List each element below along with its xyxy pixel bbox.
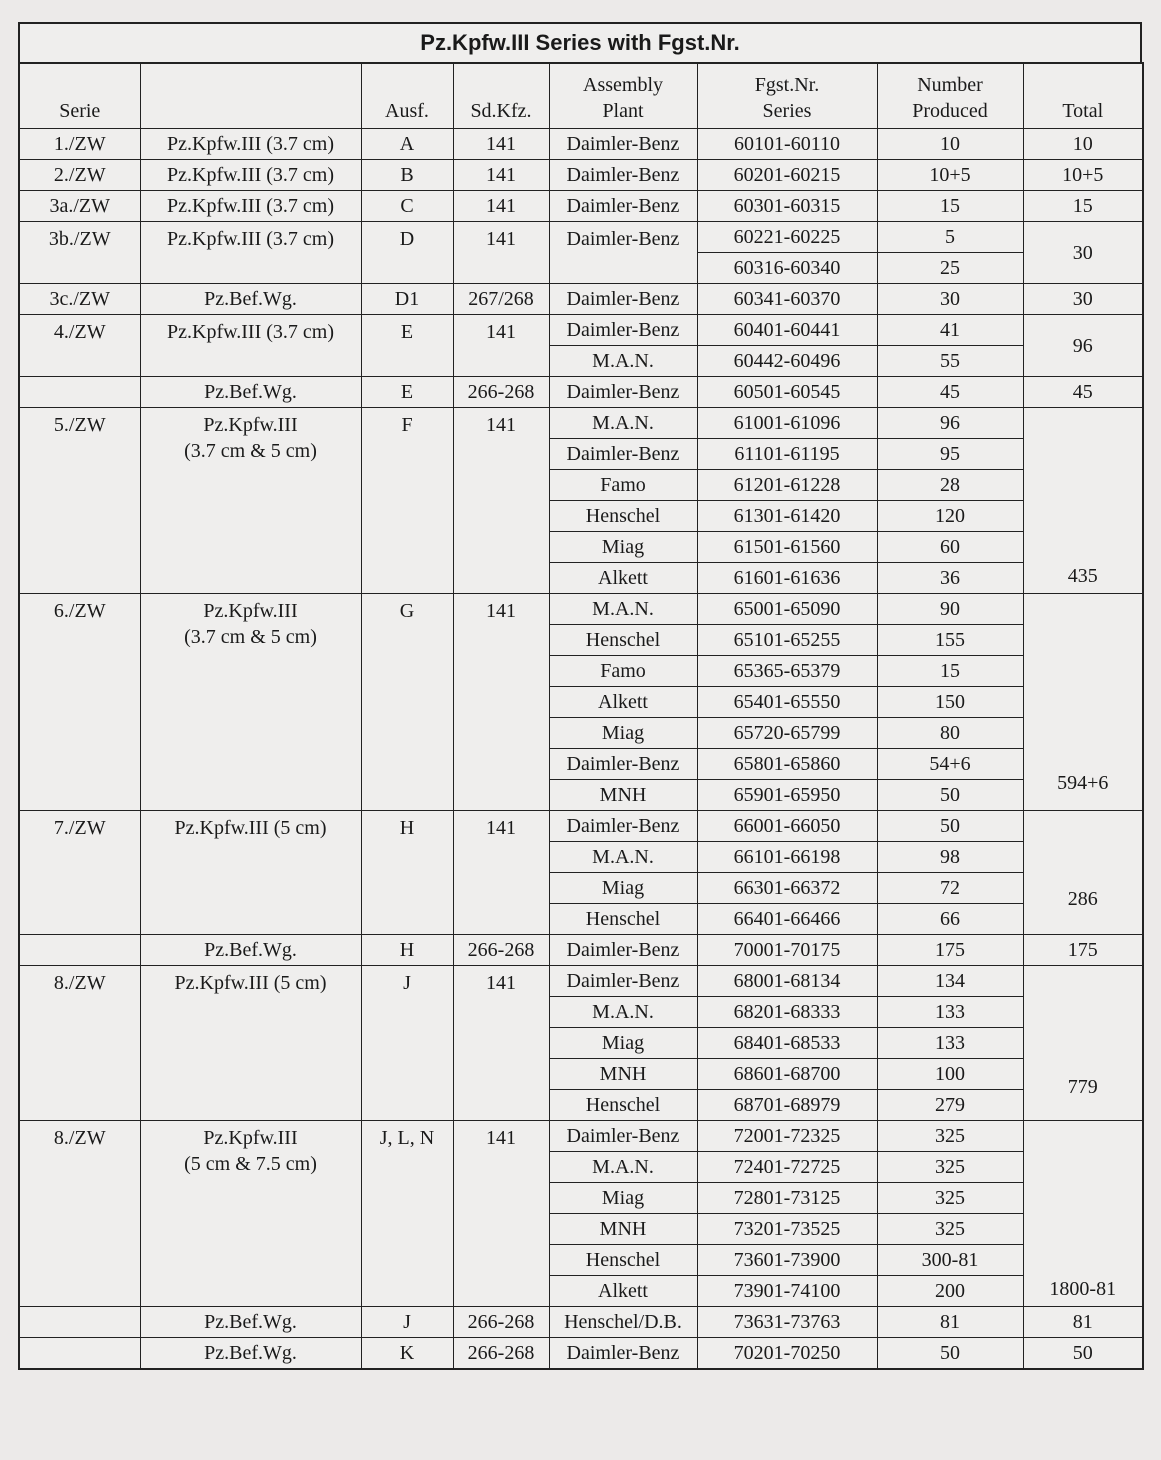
cell-plant: Daimler-Benz xyxy=(549,935,697,966)
cell-serie: 3c./ZW xyxy=(19,284,140,315)
cell-serie: 8./ZW xyxy=(19,1121,140,1307)
cell-total: 779 xyxy=(1023,966,1143,1121)
cell-type: Pz.Kpfw.III (5 cm) xyxy=(140,811,361,935)
cell-number: 133 xyxy=(877,1028,1023,1059)
cell-serie xyxy=(19,1338,140,1370)
cell-type: Pz.Kpfw.III (5 cm) xyxy=(140,966,361,1121)
cell-number: 325 xyxy=(877,1121,1023,1152)
cell-plant: Alkett xyxy=(549,1276,697,1307)
cell-serie: 3a./ZW xyxy=(19,191,140,222)
cell-ausf: D xyxy=(361,222,453,284)
cell-fgst: 61601-61636 xyxy=(697,563,877,594)
cell-number: 300-81 xyxy=(877,1245,1023,1276)
cell-number: 41 xyxy=(877,315,1023,346)
cell-sdkfz: 141 xyxy=(453,315,549,377)
table-row xyxy=(19,1121,1143,1152)
cell-type: Pz.Bef.Wg. xyxy=(140,284,361,315)
cell-ausf: D1 xyxy=(361,284,453,315)
cell-total: 30 xyxy=(1023,284,1143,315)
cell-fgst: 60401-60441 xyxy=(697,315,877,346)
cell-plant: Miag xyxy=(549,1028,697,1059)
cell-plant: Miag xyxy=(549,873,697,904)
cell-type: Pz.Bef.Wg. xyxy=(140,1338,361,1370)
cell-plant: Daimler-Benz xyxy=(549,222,697,284)
cell-serie: 6./ZW xyxy=(19,594,140,811)
cell-serie: 8./ZW xyxy=(19,966,140,1121)
cell-serie: 5./ZW xyxy=(19,408,140,594)
cell-fgst: 73201-73525 xyxy=(697,1214,877,1245)
cell-sdkfz: 141 xyxy=(453,966,549,1121)
cell-sdkfz: 141 xyxy=(453,594,549,811)
cell-plant: Daimler-Benz xyxy=(549,315,697,346)
table-row xyxy=(19,1307,1143,1338)
cell-type: Pz.Kpfw.III (3.7 cm & 5 cm) xyxy=(140,408,361,594)
cell-plant: Famo xyxy=(549,470,697,501)
cell-type: Pz.Kpfw.III (3.7 cm & 5 cm) xyxy=(140,594,361,811)
cell-ausf: J xyxy=(361,1307,453,1338)
cell-total: 286 xyxy=(1023,811,1143,935)
cell-fgst: 68701-68979 xyxy=(697,1090,877,1121)
cell-type: Pz.Kpfw.III (3.7 cm) xyxy=(140,222,361,284)
cell-total: 10 xyxy=(1023,129,1143,160)
cell-sdkfz: 141 xyxy=(453,222,549,284)
cell-sdkfz: 266-268 xyxy=(453,1307,549,1338)
cell-plant: Daimler-Benz xyxy=(549,1338,697,1370)
cell-serie xyxy=(19,1307,140,1338)
table-row xyxy=(19,408,1143,439)
cell-sdkfz: 266-268 xyxy=(453,1338,549,1370)
cell-plant: Henschel xyxy=(549,904,697,935)
cell-fgst: 65001-65090 xyxy=(697,594,877,625)
cell-ausf: C xyxy=(361,191,453,222)
cell-number: 15 xyxy=(877,191,1023,222)
cell-fgst: 66001-66050 xyxy=(697,811,877,842)
cell-plant: Daimler-Benz xyxy=(549,966,697,997)
cell-fgst: 70201-70250 xyxy=(697,1338,877,1370)
cell-number: 80 xyxy=(877,718,1023,749)
cell-fgst: 68201-68333 xyxy=(697,997,877,1028)
cell-ausf: F xyxy=(361,408,453,594)
cell-number: 95 xyxy=(877,439,1023,470)
table-row xyxy=(19,191,1143,222)
cell-plant: M.A.N. xyxy=(549,594,697,625)
cell-fgst: 66101-66198 xyxy=(697,842,877,873)
cell-fgst: 65101-65255 xyxy=(697,625,877,656)
cell-plant: Henschel xyxy=(549,501,697,532)
table-title: Pz.Kpfw.III Series with Fgst.Nr. xyxy=(18,22,1142,62)
cell-type: Pz.Bef.Wg. xyxy=(140,935,361,966)
cell-fgst: 60501-60545 xyxy=(697,377,877,408)
cell-sdkfz: 141 xyxy=(453,1121,549,1307)
cell-fgst: 60221-60225 xyxy=(697,222,877,253)
cell-sdkfz: 141 xyxy=(453,811,549,935)
cell-plant: Henschel xyxy=(549,1245,697,1276)
cell-total: 10+5 xyxy=(1023,160,1143,191)
cell-plant: M.A.N. xyxy=(549,997,697,1028)
cell-number: 325 xyxy=(877,1183,1023,1214)
cell-plant: Daimler-Benz xyxy=(549,129,697,160)
cell-number: 100 xyxy=(877,1059,1023,1090)
cell-number: 55 xyxy=(877,346,1023,377)
table-row xyxy=(19,222,1143,253)
cell-type: Pz.Kpfw.III (3.7 cm) xyxy=(140,315,361,377)
cell-total: 1800-81 xyxy=(1023,1121,1143,1307)
cell-type: Pz.Kpfw.III (3.7 cm) xyxy=(140,160,361,191)
cell-number: 30 xyxy=(877,284,1023,315)
cell-number: 150 xyxy=(877,687,1023,718)
cell-sdkfz: 267/268 xyxy=(453,284,549,315)
cell-fgst: 60316-60340 xyxy=(697,253,877,284)
cell-fgst: 61201-61228 xyxy=(697,470,877,501)
cell-plant: Daimler-Benz xyxy=(549,191,697,222)
cell-type: Pz.Bef.Wg. xyxy=(140,377,361,408)
cell-serie: 2./ZW xyxy=(19,160,140,191)
table-row xyxy=(19,1338,1143,1370)
cell-number: 60 xyxy=(877,532,1023,563)
cell-plant: Daimler-Benz xyxy=(549,439,697,470)
cell-fgst: 65365-65379 xyxy=(697,656,877,687)
cell-fgst: 73601-73900 xyxy=(697,1245,877,1276)
cell-number: 81 xyxy=(877,1307,1023,1338)
cell-number: 15 xyxy=(877,656,1023,687)
cell-number: 45 xyxy=(877,377,1023,408)
cell-total: 45 xyxy=(1023,377,1143,408)
cell-ausf: A xyxy=(361,129,453,160)
cell-plant: Alkett xyxy=(549,563,697,594)
cell-serie: 4./ZW xyxy=(19,315,140,377)
cell-fgst: 61301-61420 xyxy=(697,501,877,532)
cell-total: 50 xyxy=(1023,1338,1143,1370)
table-row xyxy=(19,160,1143,191)
cell-number: 325 xyxy=(877,1214,1023,1245)
cell-fgst: 70001-70175 xyxy=(697,935,877,966)
cell-fgst: 73901-74100 xyxy=(697,1276,877,1307)
cell-number: 96 xyxy=(877,408,1023,439)
cell-ausf: E xyxy=(361,315,453,377)
cell-total: 15 xyxy=(1023,191,1143,222)
cell-total: 96 xyxy=(1023,315,1143,377)
cell-plant: Daimler-Benz xyxy=(549,377,697,408)
table-row xyxy=(19,284,1143,315)
cell-plant: Daimler-Benz xyxy=(549,1121,697,1152)
cell-type: Pz.Kpfw.III (5 cm & 7.5 cm) xyxy=(140,1121,361,1307)
cell-plant: Alkett xyxy=(549,687,697,718)
table-row xyxy=(19,966,1143,997)
header-serie: Serie xyxy=(19,63,140,129)
cell-fgst: 65720-65799 xyxy=(697,718,877,749)
cell-fgst: 72801-73125 xyxy=(697,1183,877,1214)
cell-plant: Henschel xyxy=(549,625,697,656)
cell-serie xyxy=(19,935,140,966)
cell-fgst: 65401-65550 xyxy=(697,687,877,718)
cell-number: 175 xyxy=(877,935,1023,966)
cell-serie: 1./ZW xyxy=(19,129,140,160)
cell-serie: 3b./ZW xyxy=(19,222,140,284)
cell-fgst: 68001-68134 xyxy=(697,966,877,997)
cell-ausf: H xyxy=(361,935,453,966)
production-table xyxy=(18,62,1144,1370)
cell-ausf: H xyxy=(361,811,453,935)
cell-sdkfz: 141 xyxy=(453,160,549,191)
cell-number: 72 xyxy=(877,873,1023,904)
cell-ausf: K xyxy=(361,1338,453,1370)
cell-number: 5 xyxy=(877,222,1023,253)
cell-type: Pz.Kpfw.III (3.7 cm) xyxy=(140,191,361,222)
production-table-page xyxy=(18,22,1142,1442)
cell-number: 98 xyxy=(877,842,1023,873)
cell-fgst: 68601-68700 xyxy=(697,1059,877,1090)
header-fgst: Fgst.Nr. Series xyxy=(697,63,877,129)
cell-fgst: 65801-65860 xyxy=(697,749,877,780)
cell-type: Pz.Kpfw.III (3.7 cm) xyxy=(140,129,361,160)
table-row xyxy=(19,315,1143,346)
cell-number: 90 xyxy=(877,594,1023,625)
cell-fgst: 65901-65950 xyxy=(697,780,877,811)
cell-sdkfz: 266-268 xyxy=(453,377,549,408)
cell-number: 10 xyxy=(877,129,1023,160)
cell-fgst: 60101-60110 xyxy=(697,129,877,160)
cell-fgst: 61501-61560 xyxy=(697,532,877,563)
cell-plant: MNH xyxy=(549,1214,697,1245)
cell-number: 66 xyxy=(877,904,1023,935)
cell-plant: Famo xyxy=(549,656,697,687)
cell-number: 54+6 xyxy=(877,749,1023,780)
cell-number: 120 xyxy=(877,501,1023,532)
cell-sdkfz: 141 xyxy=(453,129,549,160)
cell-total: 594+6 xyxy=(1023,594,1143,811)
cell-number: 50 xyxy=(877,811,1023,842)
cell-number: 50 xyxy=(877,1338,1023,1370)
cell-number: 25 xyxy=(877,253,1023,284)
cell-plant: M.A.N. xyxy=(549,842,697,873)
cell-fgst: 60341-60370 xyxy=(697,284,877,315)
table-row xyxy=(19,377,1143,408)
cell-number: 10+5 xyxy=(877,160,1023,191)
cell-sdkfz: 141 xyxy=(453,408,549,594)
cell-plant: Miag xyxy=(549,1183,697,1214)
header-row xyxy=(19,63,1143,129)
cell-fgst: 66301-66372 xyxy=(697,873,877,904)
table-row xyxy=(19,935,1143,966)
cell-sdkfz: 266-268 xyxy=(453,935,549,966)
table-row xyxy=(19,129,1143,160)
cell-ausf: G xyxy=(361,594,453,811)
cell-number: 133 xyxy=(877,997,1023,1028)
cell-fgst: 61001-61096 xyxy=(697,408,877,439)
cell-plant: M.A.N. xyxy=(549,1152,697,1183)
cell-type: Pz.Bef.Wg. xyxy=(140,1307,361,1338)
cell-sdkfz: 141 xyxy=(453,191,549,222)
header-ausf: Ausf. xyxy=(361,63,453,129)
cell-plant: M.A.N. xyxy=(549,346,697,377)
cell-fgst: 68401-68533 xyxy=(697,1028,877,1059)
cell-total: 30 xyxy=(1023,222,1143,284)
cell-fgst: 72001-72325 xyxy=(697,1121,877,1152)
header-number: Number Produced xyxy=(877,63,1023,129)
cell-plant: Henschel/D.B. xyxy=(549,1307,697,1338)
cell-number: 134 xyxy=(877,966,1023,997)
cell-fgst: 66401-66466 xyxy=(697,904,877,935)
cell-number: 36 xyxy=(877,563,1023,594)
cell-plant: Daimler-Benz xyxy=(549,749,697,780)
header-type xyxy=(140,63,361,129)
cell-plant: M.A.N. xyxy=(549,408,697,439)
cell-plant: MNH xyxy=(549,780,697,811)
cell-number: 279 xyxy=(877,1090,1023,1121)
cell-fgst: 61101-61195 xyxy=(697,439,877,470)
cell-fgst: 60301-60315 xyxy=(697,191,877,222)
cell-total: 81 xyxy=(1023,1307,1143,1338)
cell-fgst: 60442-60496 xyxy=(697,346,877,377)
table-row xyxy=(19,811,1143,842)
cell-ausf: E xyxy=(361,377,453,408)
header-sdkfz: Sd.Kfz. xyxy=(453,63,549,129)
cell-total: 175 xyxy=(1023,935,1143,966)
cell-plant: Miag xyxy=(549,718,697,749)
header-plant: Assembly Plant xyxy=(549,63,697,129)
cell-plant: Miag xyxy=(549,532,697,563)
cell-number: 155 xyxy=(877,625,1023,656)
cell-serie: 7./ZW xyxy=(19,811,140,935)
cell-plant: Henschel xyxy=(549,1090,697,1121)
cell-serie xyxy=(19,377,140,408)
cell-total: 435 xyxy=(1023,408,1143,594)
cell-plant: MNH xyxy=(549,1059,697,1090)
cell-plant: Daimler-Benz xyxy=(549,284,697,315)
cell-fgst: 72401-72725 xyxy=(697,1152,877,1183)
cell-plant: Daimler-Benz xyxy=(549,811,697,842)
cell-ausf: B xyxy=(361,160,453,191)
cell-number: 200 xyxy=(877,1276,1023,1307)
cell-fgst: 60201-60215 xyxy=(697,160,877,191)
cell-plant: Daimler-Benz xyxy=(549,160,697,191)
cell-number: 50 xyxy=(877,780,1023,811)
cell-ausf: J xyxy=(361,966,453,1121)
cell-number: 28 xyxy=(877,470,1023,501)
cell-fgst: 73631-73763 xyxy=(697,1307,877,1338)
cell-ausf: J, L, N xyxy=(361,1121,453,1307)
header-total: Total xyxy=(1023,63,1143,129)
cell-number: 325 xyxy=(877,1152,1023,1183)
table-row xyxy=(19,594,1143,625)
